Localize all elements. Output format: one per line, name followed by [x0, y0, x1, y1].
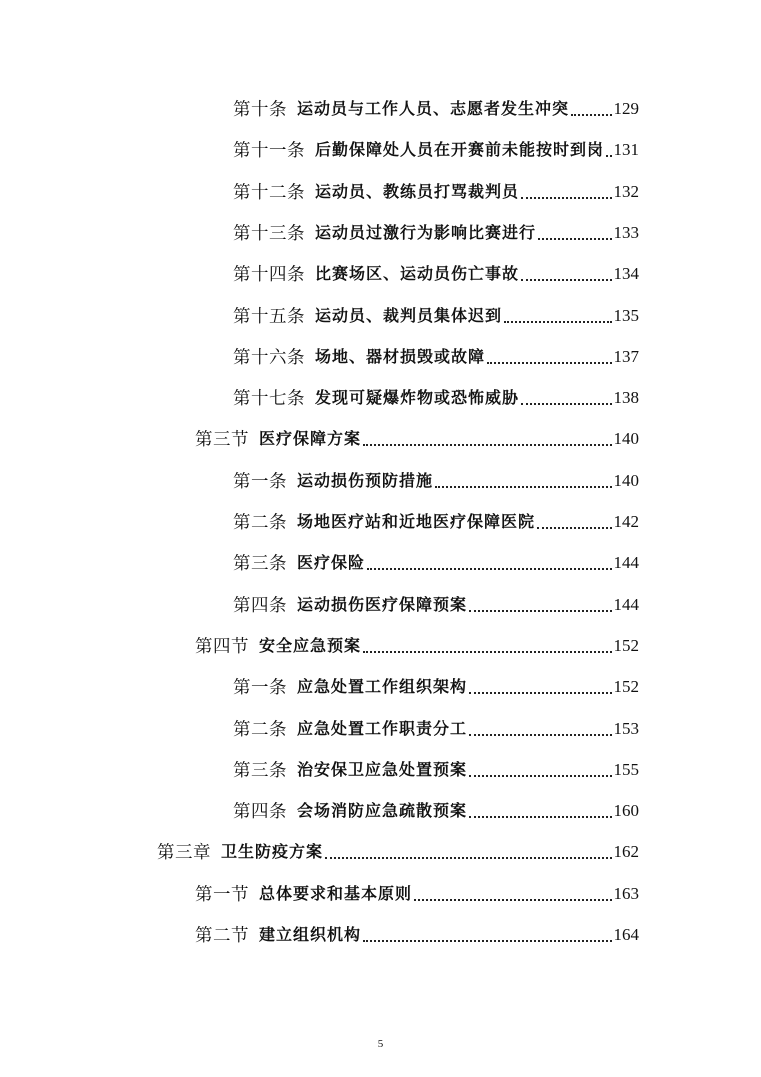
toc-leader-dots	[606, 154, 611, 157]
toc-entry-page: 164	[613, 925, 639, 944]
toc-entry-title: 运动员与工作人员、志愿者发生冲突	[297, 99, 570, 118]
toc-entry[interactable]	[233, 751, 639, 781]
toc-leader-dots	[363, 650, 611, 653]
toc-entry-page: 152	[613, 635, 639, 655]
toc-entry-number: 第三条	[233, 759, 287, 780]
toc-entry-page: 155	[613, 759, 639, 779]
toc-leader-dots	[521, 278, 611, 281]
toc-entry-number: 第一节	[195, 883, 249, 904]
toc-entry-page: 137	[613, 346, 639, 366]
toc-entry[interactable]	[195, 916, 639, 946]
toc-entry-page: 142	[613, 512, 639, 531]
toc-entry[interactable]	[195, 875, 639, 905]
toc-entry-number: 第十七条	[233, 388, 305, 409]
page-number: 5	[377, 1038, 384, 1050]
toc-entry-page: 153	[613, 718, 639, 738]
toc-leader-dots	[435, 485, 611, 488]
toc-entry-title: 医疗保险	[297, 553, 366, 573]
toc-entry-number: 第十条	[233, 99, 287, 119]
toc-entry-title: 建立组织机构	[259, 925, 362, 944]
toc-entry-title: 治安保卫应急处置预案	[297, 759, 468, 779]
toc-entry[interactable]	[233, 90, 639, 120]
toc-leader-dots	[537, 526, 611, 529]
toc-leader-dots	[469, 691, 611, 694]
toc-entry-title: 医疗保障方案	[259, 429, 362, 449]
toc-leader-dots	[325, 856, 611, 859]
toc-entry-title: 会场消防应急疏散预案	[297, 801, 468, 821]
toc-entry-page: 138	[613, 388, 639, 408]
toc-entry-title: 卫生防疫方案	[221, 842, 324, 862]
toc-leader-dots	[469, 733, 611, 736]
toc-entry-title: 应急处置工作组织架构	[297, 677, 468, 697]
toc-entry-title: 运动损伤预防措施	[297, 470, 434, 490]
toc-entry-number: 第十四条	[233, 264, 305, 285]
toc-entry-number: 第四节	[195, 635, 249, 656]
toc-entry-page: 160	[613, 801, 639, 821]
toc-leader-dots	[469, 774, 611, 777]
toc-leader-dots	[367, 567, 611, 570]
toc-entry-number: 第三条	[233, 553, 287, 574]
toc-entry-page: 129	[613, 99, 639, 118]
toc-entry[interactable]	[233, 668, 639, 698]
toc-leader-dots	[521, 402, 611, 405]
toc-entry[interactable]	[157, 833, 639, 863]
toc-entry-title: 运动员、教练员打骂裁判员	[315, 181, 520, 201]
toc-entry-title: 运动损伤医疗保障预案	[297, 594, 468, 614]
toc-leader-dots	[521, 196, 611, 199]
toc-entry-page: 140	[613, 470, 639, 490]
toc-entry[interactable]	[233, 792, 639, 822]
toc-entry-title: 发现可疑爆炸物或恐怖威胁	[315, 388, 520, 408]
toc-entry[interactable]	[233, 710, 639, 740]
toc-leader-dots	[363, 443, 611, 446]
toc-leader-dots	[469, 609, 611, 612]
toc-entry-title: 运动员、裁判员集体迟到	[315, 305, 503, 325]
toc-entry-page: 131	[613, 140, 639, 160]
toc-entry-page: 140	[613, 429, 639, 449]
toc-entry[interactable]	[233, 173, 639, 203]
toc-leader-dots	[363, 939, 611, 942]
toc-entry-number: 第十三条	[233, 222, 305, 243]
toc-entry[interactable]	[233, 544, 639, 574]
toc-entry-number: 第一条	[233, 677, 287, 698]
toc-leader-dots	[487, 361, 611, 364]
toc-entry-page: 162	[613, 842, 639, 862]
toc-entry-number: 第一条	[233, 470, 287, 491]
toc-entry-page: 163	[613, 883, 639, 903]
toc-leader-dots	[571, 113, 611, 116]
toc-entry-title: 总体要求和基本原则	[259, 883, 413, 903]
toc-leader-dots	[469, 815, 611, 818]
toc-entry-page: 133	[613, 222, 639, 242]
toc-entry-number: 第十一条	[233, 140, 305, 161]
toc-entry-page: 135	[613, 305, 639, 325]
toc-leader-dots	[538, 237, 611, 240]
toc-entry-number: 第四条	[233, 594, 287, 615]
toc-entry[interactable]	[195, 420, 639, 450]
toc-entry-title: 应急处置工作职责分工	[297, 718, 468, 738]
toc-entry[interactable]	[233, 297, 639, 327]
toc-entry-number: 第三节	[195, 429, 249, 450]
toc-entry-title: 场地医疗站和近地医疗保障医院	[297, 512, 536, 531]
toc-entry[interactable]	[233, 462, 639, 492]
toc-entry[interactable]	[233, 586, 639, 616]
toc-entry-number: 第十五条	[233, 305, 305, 326]
toc-entry[interactable]	[233, 131, 639, 161]
toc-entry-title: 安全应急预案	[259, 635, 362, 655]
toc-entry[interactable]	[233, 338, 639, 368]
toc-entry-number: 第二节	[195, 925, 249, 945]
toc-entry-number: 第十二条	[233, 181, 305, 202]
toc-entry-title: 运动员过激行为影响比赛进行	[315, 222, 537, 242]
toc-entry-title: 比赛场区、运动员伤亡事故	[315, 264, 520, 284]
toc-entry-page: 132	[613, 181, 639, 201]
toc-leader-dots	[504, 320, 611, 323]
toc-entry-page: 152	[613, 677, 639, 697]
toc-entry[interactable]	[233, 379, 639, 409]
toc-entry-number: 第二条	[233, 512, 287, 532]
toc-entry-number: 第十六条	[233, 346, 305, 367]
toc-entry-number: 第二条	[233, 718, 287, 739]
toc-entry-page: 144	[613, 594, 639, 614]
toc-entry-number: 第三章	[157, 842, 211, 863]
toc-entry-title: 场地、器材损毁或故障	[315, 346, 486, 366]
toc-entry-page: 144	[613, 553, 639, 573]
toc-entry[interactable]	[233, 214, 639, 244]
toc-entry-number: 第四条	[233, 801, 287, 822]
toc-entry-page: 134	[613, 264, 639, 284]
toc-entry[interactable]	[195, 627, 639, 657]
toc-entry[interactable]	[233, 503, 639, 533]
toc-entry[interactable]	[233, 255, 639, 285]
toc-entry-title: 后勤保障处人员在开赛前未能按时到岗	[315, 140, 605, 160]
toc-leader-dots	[414, 898, 611, 901]
